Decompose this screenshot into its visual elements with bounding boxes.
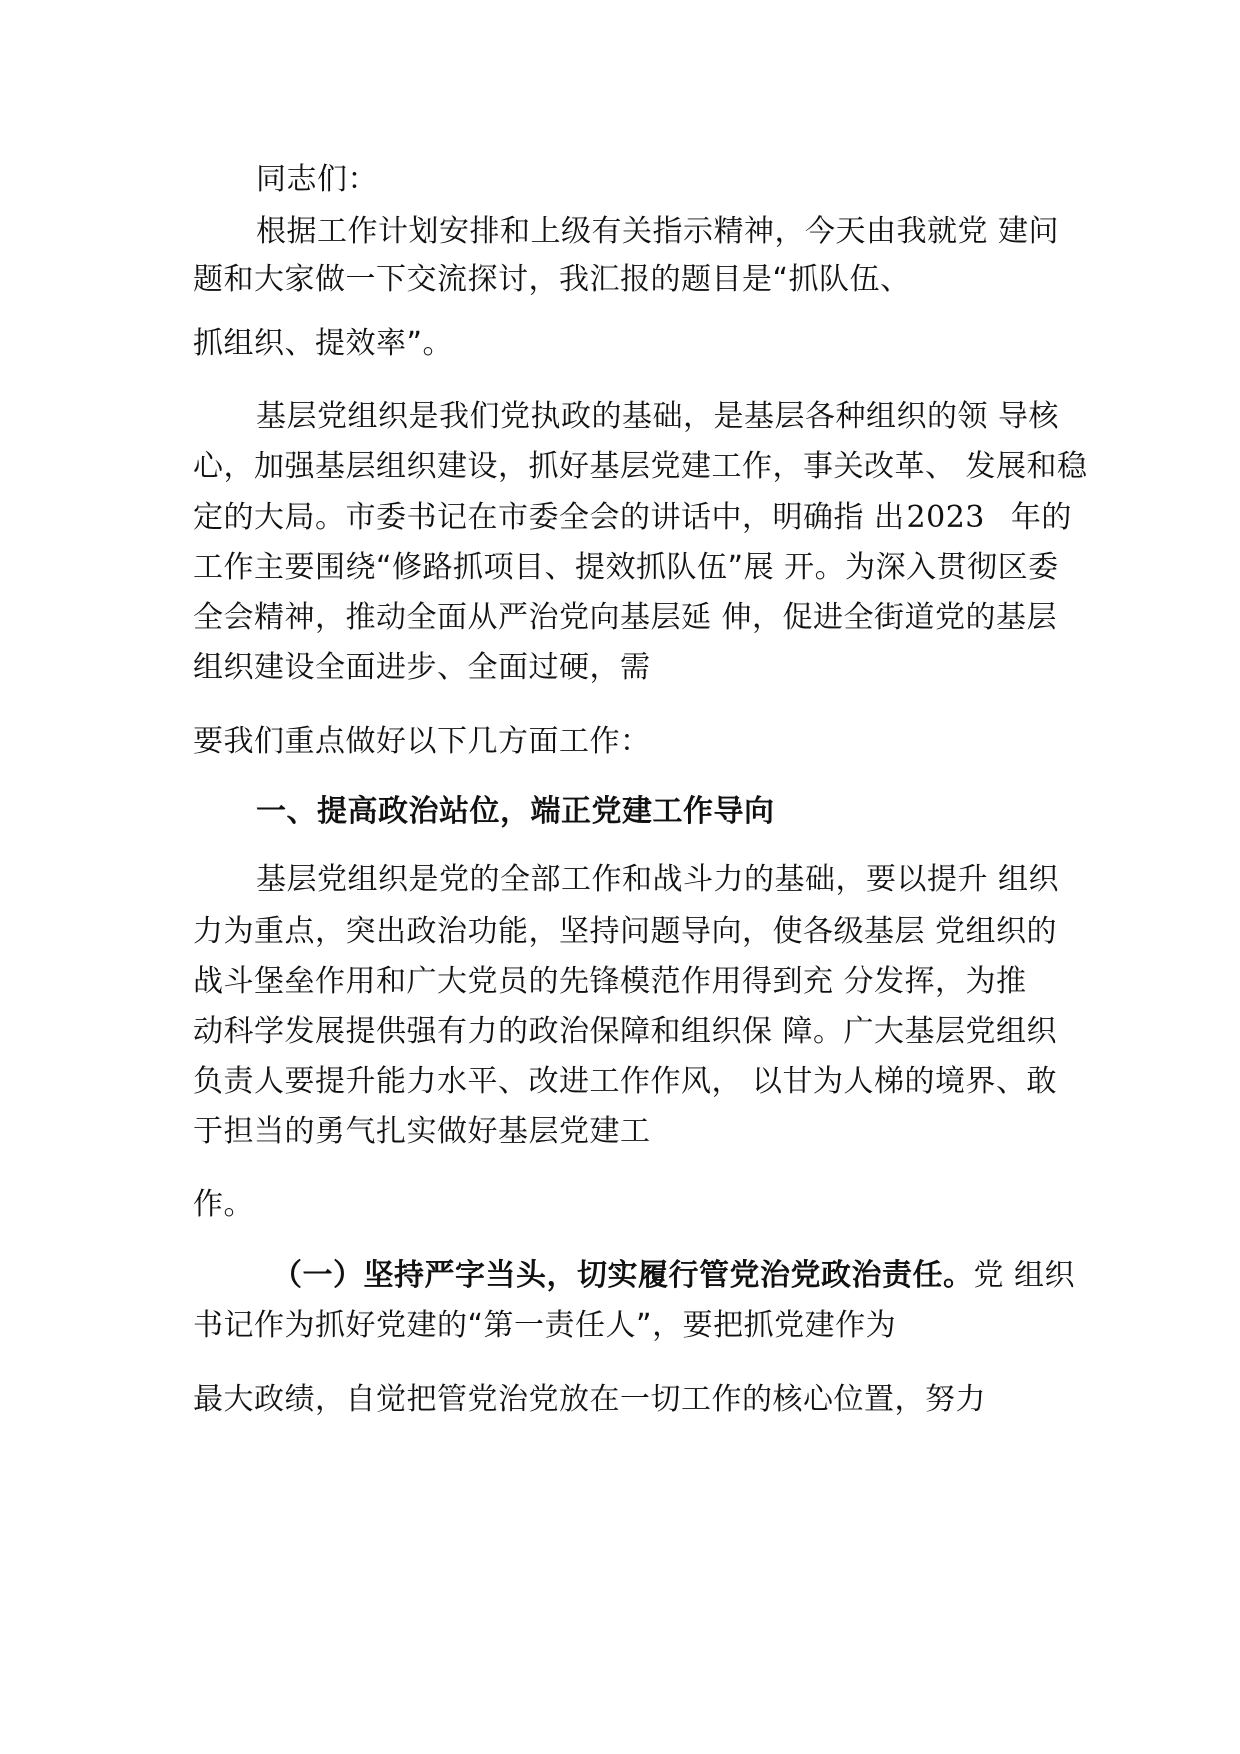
paragraph-3-line-7: 作。 <box>193 1187 254 1222</box>
section-heading-1: 一、提高政治站位，端正党建工作导向 <box>256 794 775 829</box>
paragraph-3-line-4: 动科学发展提供强有力的政治保障和组织保 障。广大基层党组织 <box>193 1014 1058 1049</box>
year-number: 2023 <box>906 500 985 535</box>
paragraph-2-line-1: 基层党组织是我们党执政的基础，是基层各种组织的领 导核 <box>256 399 1060 434</box>
paragraph-3-line-1: 基层党组织是党的全部工作和战斗力的基础，要以提升 组织 <box>256 862 1060 897</box>
paragraph-2-line-5: 全会精神，推动全面从严治党向基层延 伸，促进全街道党的基层 <box>193 600 1058 635</box>
paragraph-2-line-6: 组织建设全面进步、全面过硬，需 <box>193 650 651 685</box>
paragraph-2-line-4: 工作主要围绕“修路抓项目、提效抓队伍”展 开。为深入贯彻区委 <box>193 550 1059 585</box>
paragraph-3-line-3: 战斗堡垒作用和广大党员的先锋模范作用得到充 分发挥，为推 <box>193 964 1027 999</box>
paragraph-3-line-5: 负责人要提升能力水平、改进工作作风， 以甘为人梯的境界、敢 <box>193 1064 1058 1099</box>
paragraph-3-line-2: 力为重点，突出政治功能，坚持问题导向，使各级基层 党组织的 <box>193 914 1058 949</box>
paragraph-1-line-3: 抓组织、提效率”。 <box>193 326 454 361</box>
paragraph-2-line-3-tail: 年的 <box>1010 500 1072 535</box>
subsection-1-line-1 <box>272 1256 1075 1296</box>
paragraph-1-line-1: 根据工作计划安排和上级有关指示精神，今天由我就党 建问 <box>256 214 1060 249</box>
paragraph-2-line-2: 心，加强基层组织建设，抓好基层党建工作，事关改革、 发展和稳 <box>193 449 1088 484</box>
paragraph-2-line-7: 要我们重点做好以下几方面工作： <box>193 724 651 759</box>
paragraph-2-line-3 <box>193 498 1072 538</box>
subsection-1-title: （一）坚持严字当头，切实履行管党治党政治责任。 <box>272 1258 974 1293</box>
paragraph-3-line-6: 于担当的勇气扎实做好基层党建工 <box>193 1114 651 1149</box>
paragraph-1-line-2: 题和大家做一下交流探讨，我汇报的题目是“抓队伍、 <box>193 262 911 297</box>
greeting: 同志们： <box>256 162 378 197</box>
paragraph-4-line-1: 书记作为抓好党建的“第一责任人”，要把抓党建作为 <box>193 1308 897 1343</box>
subsection-1-text: 党 组织 <box>973 1258 1076 1293</box>
paragraph-4-line-2: 最大政绩，自觉把管党治党放在一切工作的核心位置，努力 <box>193 1382 986 1417</box>
paragraph-2-line-3-text: 定的大局。市委书记在市委全会的讲话中，明确指 出 <box>193 500 905 535</box>
